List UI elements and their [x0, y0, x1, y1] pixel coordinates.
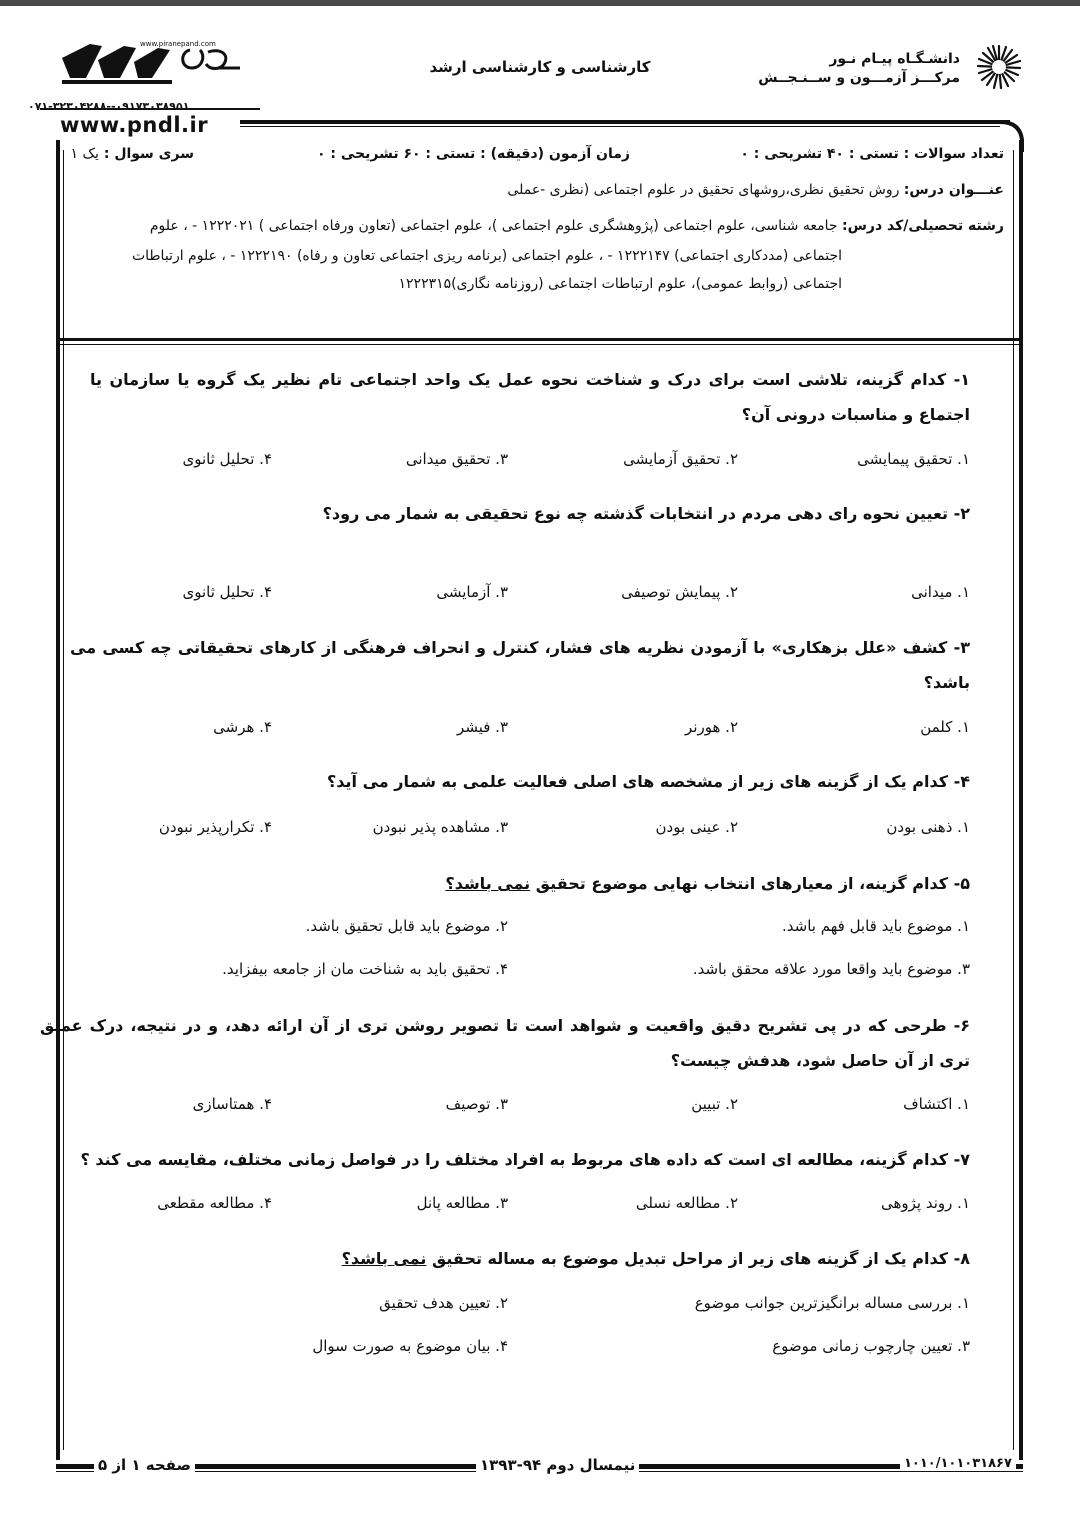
- field-label: رشته تحصیلی/کد درس:: [841, 218, 1004, 234]
- footer-semester: نیمسال دوم ۹۴-۱۳۹۳: [476, 1456, 639, 1474]
- series-value: یک ۱: [70, 146, 99, 162]
- q5-option-4[interactable]: ۴. تحقیق باید به شناخت مان از جامعه بیفزاید.: [222, 960, 508, 978]
- q2-option-2[interactable]: ۲. پیمایش توصیفی: [621, 583, 738, 601]
- course-title-value: روش تحقیق نظری،روشهای تحقیق در علوم اجتماعی (نظری -عملی: [507, 182, 900, 198]
- university-name-line1: دانشـگـاه پیـام نـور: [829, 51, 960, 67]
- q3-option-3[interactable]: ۳. فیشر: [457, 718, 508, 736]
- top-band: [0, 0, 1080, 6]
- q4-option-2[interactable]: ۲. عینی بودن: [655, 818, 738, 836]
- info-separator-inner: [56, 344, 1023, 345]
- q4-option-1[interactable]: ۱. ذهنی بودن: [886, 818, 970, 836]
- field-value-1: جامعه شناسی، علوم اجتماعی (پژوهشگری علوم اجتماعی )، علوم اجتماعی (تعاون ورفاه اجتماعی ) ۱۲۲۲۰۲۱ - ، علوم: [149, 218, 838, 234]
- question-text: کدام یک از گزینه های زیر از مراحل تبدیل موضوع به مساله تحقیق: [426, 1249, 949, 1268]
- q6-option-1[interactable]: ۱. اکتشاف: [903, 1095, 970, 1113]
- series-info: [71, 146, 194, 162]
- question-number: ۳-: [953, 638, 971, 657]
- question-text: کدام یک از گزینه های زیر از مشخصه های اصلی فعالیت علمی به شمار می آید؟: [327, 772, 949, 791]
- q4-option-3[interactable]: ۳. مشاهده پذیر نبودن: [372, 818, 508, 836]
- question-number: ۱-: [953, 370, 970, 389]
- field-line-3: اجتماعی (روابط عمومی)، علوم ارتباطات اجتماعی (روزنامه نگاری)۱۲۲۲۳۱۵: [398, 276, 842, 292]
- frame-top-right: [240, 120, 1010, 124]
- q1-option-4[interactable]: ۴. تحلیل ثانوی: [182, 450, 272, 468]
- question-text: کدام گزینه، از معیارهای انتخاب نهایی موضوع تحقیق: [530, 874, 949, 893]
- q7-option-1[interactable]: ۱. روند پژوهی: [880, 1194, 970, 1212]
- question-number: ۶-: [953, 1016, 970, 1035]
- course-title: [507, 182, 1004, 198]
- q3-option-2[interactable]: ۲. هورنر: [685, 718, 738, 736]
- question-2: [90, 496, 970, 531]
- q8-option-4[interactable]: ۴. بیان موضوع به صورت سوال: [312, 1337, 508, 1355]
- question-text-underlined: نمی باشد؟: [445, 874, 531, 893]
- site-url[interactable]: www.pndl.ir: [60, 113, 209, 137]
- q2-option-1[interactable]: ۱. میدانی: [911, 583, 970, 601]
- q5-option-2[interactable]: ۲. موضوع باید قابل تحقیق باشد.: [305, 917, 508, 935]
- q4-option-4[interactable]: ۴. تکرارپذیر نبودن: [158, 818, 272, 836]
- question-text: کدام گزینه، تلاشی است برای درک و شناخت نحوه عمل یک واحد اجتماعی تام نظیر یک گروه یا سازمان یا اجتماع و مناسبات درونی آن؟: [90, 370, 970, 424]
- q8-option-1[interactable]: ۱. بررسی مساله برانگیزترین جوانب موضوع: [694, 1294, 970, 1312]
- exam-level-title: کارشناسی و کارشناسی ارشد: [429, 58, 651, 76]
- question-text: تعیین نحوه رای دهی مردم در انتخابات گذشته چه نوع تحقیقی به شمار می رود؟: [322, 504, 949, 523]
- question-text: کدام گزینه، مطالعه ای است که داده های مربوط به افراد مختلف را در فواصل زمانی مختلف، مقایسه می کند ؟: [80, 1150, 949, 1169]
- q2-option-3[interactable]: ۳. آزمایشی: [436, 583, 508, 601]
- question-7: [70, 1142, 970, 1177]
- q6-option-4[interactable]: ۴. همتاسازی: [192, 1095, 272, 1113]
- question-4: [90, 764, 970, 799]
- frame-left-edge-inner: [63, 150, 64, 1450]
- q1-option-3[interactable]: ۳. تحقیق میدانی: [405, 450, 508, 468]
- footer-code: ۱۰۱۰/۱۰۱۰۳۱۸۶۷: [900, 1456, 1016, 1471]
- footer-page: صفحه ۱ از ۵: [94, 1456, 195, 1474]
- question-3: [70, 630, 970, 700]
- question-1: [90, 362, 970, 432]
- q3-option-4[interactable]: ۴. هرشی: [213, 718, 272, 736]
- university-name-line2: مرکـــز آزمـــون و ســنـجــش: [758, 70, 960, 86]
- question-6: [40, 1008, 970, 1078]
- frame-right-edge-inner: [1013, 150, 1014, 1450]
- field-line-2: اجتماعی (مددکاری اجتماعی) ۱۲۲۲۱۴۷ - ، علوم اجتماعی (برنامه ریزی اجتماعی تعاون و رفاه) ۱۲۲۲۱۹۰ - ، علوم ارتباطات: [131, 248, 842, 264]
- series-label: سری سوال :: [103, 146, 194, 162]
- q7-option-4[interactable]: ۴. مطالعه مقطعی: [157, 1194, 272, 1212]
- q1-option-1[interactable]: ۱. تحقیق پیمایشی: [857, 450, 970, 468]
- question-8: [90, 1241, 970, 1276]
- frame-top-inner: [240, 126, 1000, 127]
- q3-option-1[interactable]: ۱. کلمن: [920, 718, 970, 736]
- q5-option-1[interactable]: ۱. موضوع باید قابل فهم باشد.: [782, 917, 970, 935]
- question-text-underlined: نمی باشد؟: [341, 1249, 427, 1268]
- question-number: ۴-: [953, 772, 970, 791]
- question-number: ۲-: [953, 504, 970, 523]
- q6-option-3[interactable]: ۳. توصیف: [445, 1095, 508, 1113]
- q7-option-3[interactable]: ۳. مطالعه پانل: [416, 1194, 508, 1212]
- site-small-url: www.piranepand.com: [140, 40, 216, 48]
- field-line-1: [150, 218, 1004, 234]
- info-separator: [56, 338, 1023, 341]
- q1-option-2[interactable]: ۲. تحقیق آزمایشی: [623, 450, 738, 468]
- question-5: [90, 866, 970, 901]
- site-phone: ۰۷۱-۳۲۳۰۴۲۸۸--۰۹۱۷۳۰۳۸۹۵۱: [28, 100, 190, 113]
- exam-time: زمان آزمون (دقیقه) : تستی : ۶۰ تشریحی : ۰: [316, 146, 630, 162]
- question-count: تعداد سوالات : تستی : ۴۰ تشریحی : ۰: [740, 146, 1004, 162]
- question-text: کشف «علل بزهکاری» با آزمودن نظریه های فشار، کنترل و انحراف فرهنگی از کارهای تحقیقاتی چه کسی می باشد؟: [70, 638, 970, 692]
- question-text: طرحی که در پی تشریح دقیق واقعیت و شواهد است تا تصویر روشن تری از آن ارائه دهد، و در نتیجه، درک عمیق تری از آن حاصل شود، هدفش چیست؟: [40, 1016, 970, 1070]
- q8-option-3[interactable]: ۳. تعیین چارچوب زمانی موضوع: [772, 1337, 970, 1355]
- q7-option-2[interactable]: ۲. مطالعه نسلی: [635, 1194, 738, 1212]
- question-number: ۸-: [953, 1249, 970, 1268]
- course-title-label: عنـــوان درس:: [903, 182, 1004, 198]
- question-number: ۵-: [953, 874, 970, 893]
- question-number: ۷-: [953, 1150, 970, 1169]
- q8-option-2[interactable]: ۲. تعیین هدف تحقیق: [379, 1294, 508, 1312]
- q5-option-3[interactable]: ۳. موضوع باید واقعا مورد علاقه محقق باشد.: [692, 960, 970, 978]
- q6-option-2[interactable]: ۲. تبیین: [691, 1095, 738, 1113]
- q2-option-4[interactable]: ۴. تحلیل ثانوی: [182, 583, 272, 601]
